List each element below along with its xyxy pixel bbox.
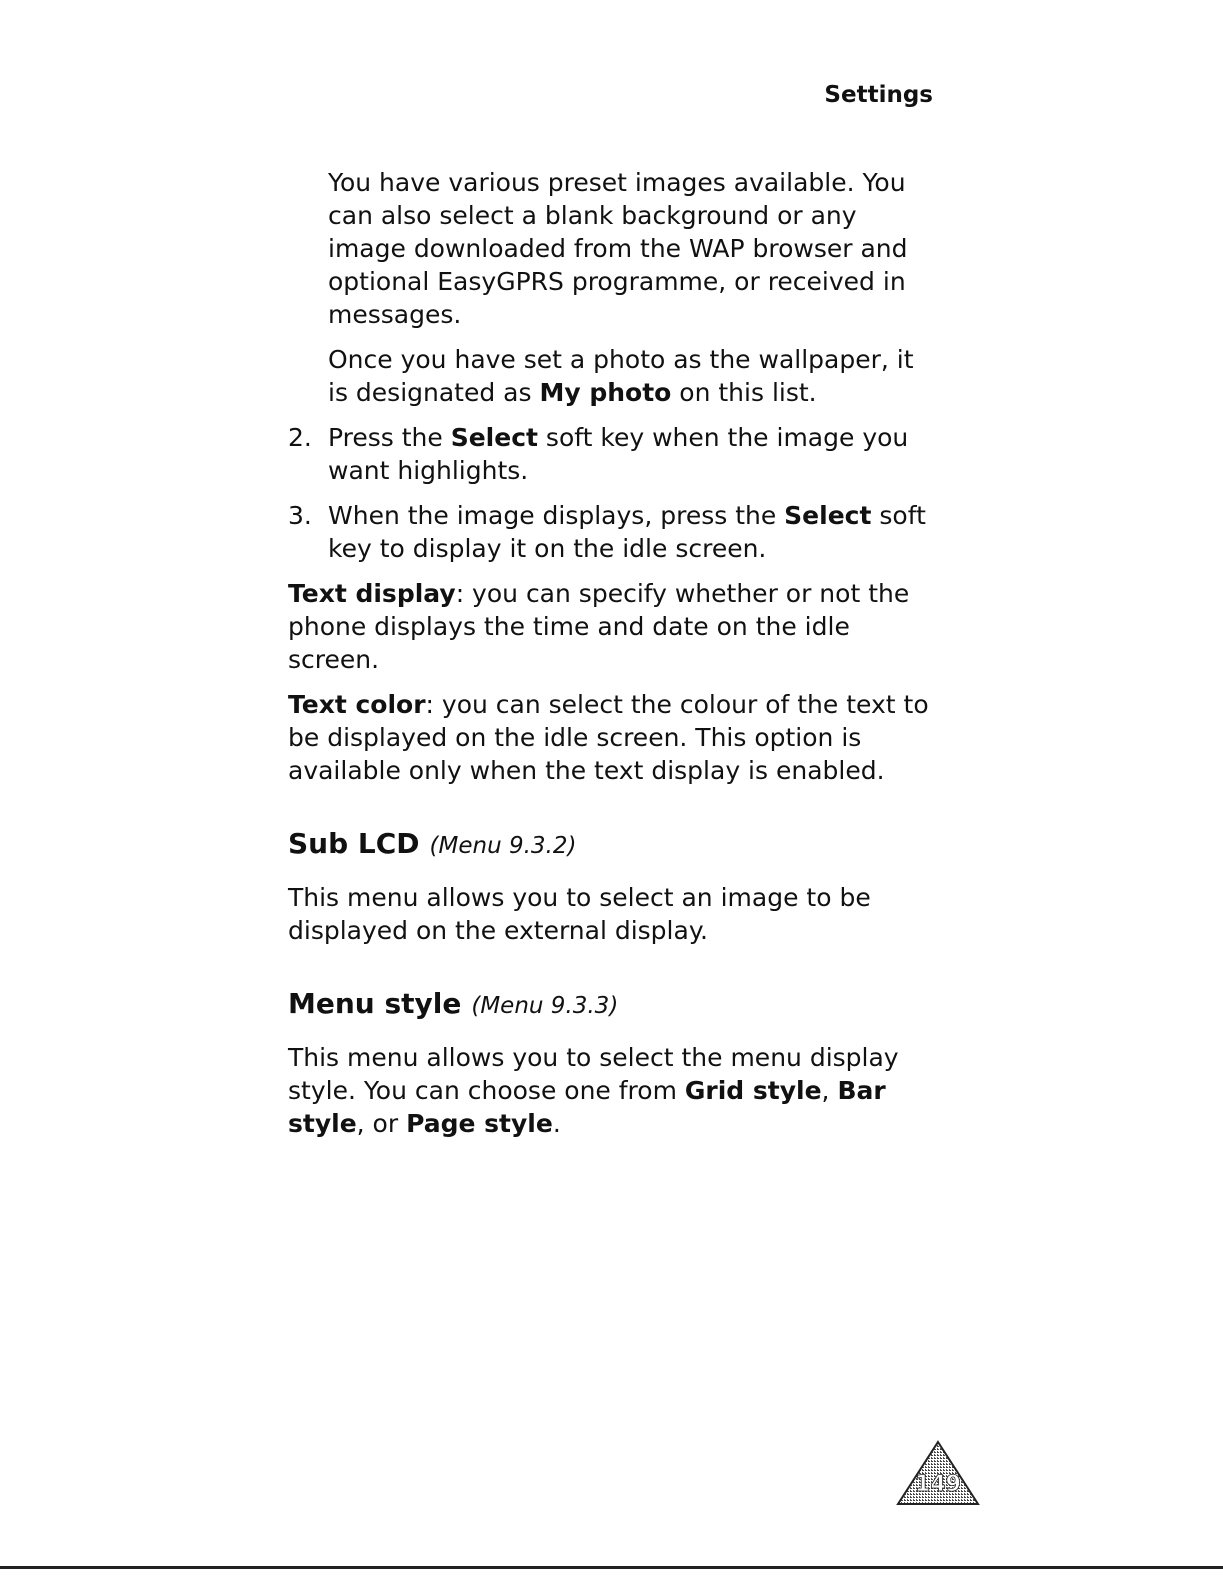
bottom-scan-edge [0, 1566, 1223, 1569]
step-text [328, 499, 938, 565]
text-color-desc: : you can select the colour of the text to be displayed on the idle screen. This option is available only when the text display is enabled. [288, 690, 929, 785]
text-color-paragraph [288, 688, 938, 787]
step-text [328, 421, 938, 487]
sub-lcd-body: This menu allows you to select an image to be displayed on the external display. [288, 883, 871, 945]
page-number: 149 [915, 1472, 961, 1497]
menu-style-body [288, 1041, 938, 1140]
running-header: Settings [824, 82, 933, 108]
section-title: Sub LCD [288, 827, 420, 860]
section-title: Menu style [288, 987, 462, 1020]
text-display-term: Text display [288, 579, 456, 608]
step-3 [288, 499, 938, 565]
step-text-part: soft key to display it on the idle screen. [328, 501, 926, 563]
select-key-term: Select [450, 423, 538, 452]
sub-lcd-heading [288, 827, 938, 863]
step-text-part: soft key when the image you want highlights. [328, 423, 909, 485]
menu-style-heading [288, 987, 938, 1023]
intro-paragraph-2 [328, 343, 938, 409]
step-text-part: When the image displays, press the [328, 501, 785, 530]
intro-p2-text: Once you have set a photo as the wallpaper, it is designated as [328, 345, 914, 407]
intro-p2-tail: on this list. [671, 378, 817, 407]
page-number-badge [895, 1440, 981, 1508]
step-number: 2. [288, 423, 312, 452]
page-content [288, 166, 938, 1152]
text-display-paragraph [288, 577, 938, 676]
bar-style-term: Bar style [288, 1076, 886, 1138]
step-2 [288, 421, 938, 487]
page-style-term: Page style [406, 1109, 553, 1138]
intro-paragraph-1: You have various preset images available. You can also select a blank background or any image downloaded from the WAP browser and optional EasyGPRS programme, or received in messages. [328, 168, 908, 329]
text-color-term: Text color [288, 690, 426, 719]
select-key-term: Select [784, 501, 872, 530]
grid-style-term: Grid style [684, 1076, 822, 1105]
separator: , or [356, 1109, 407, 1138]
text-display-desc: : you can specify whether or not the phone displays the time and date on the idle screen. [288, 579, 910, 674]
menu-reference: (Menu 9.3.3) [471, 993, 619, 1019]
menu-style-text: This menu allows you to select the menu display style. You can choose one from [288, 1043, 899, 1105]
separator: , [821, 1076, 838, 1105]
step-number: 3. [288, 501, 312, 530]
period: . [552, 1109, 561, 1138]
menu-reference: (Menu 9.3.2) [429, 833, 577, 859]
step-text-part: Press the [328, 423, 451, 452]
my-photo-term: My photo [539, 378, 672, 407]
